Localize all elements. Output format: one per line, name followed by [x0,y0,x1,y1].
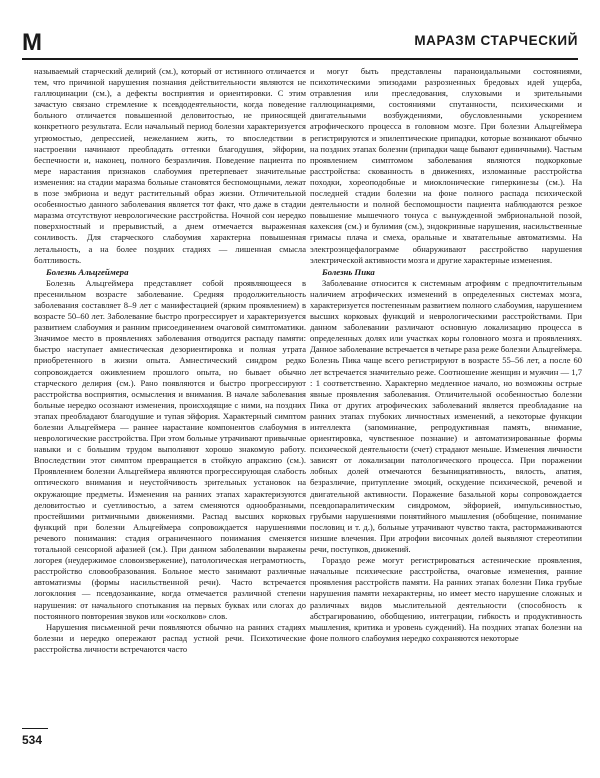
left-column [34,66,306,655]
page-number-rule [22,728,48,729]
paragraph: Болезнь Альцгеймера представляет собой проявляющееся в пресенильном возрасте заболевание. Средняя продолжительность заболевания составляет 8–9 лет с манифестацией (ярким проявлением) в возрасте 50–60 лет. Заболевание быстро прогрессирует и характеризуется развитием слабоумия и ранним присоединением очаговой симптоматики. Значимое место в проявлениях заболевания отводится распаду памяти: быстро наступает амнестическая дезориентировка и полная утрата приобретенного в жизни опыта. Амнестический синдром редко сопровождается оживлением прошлого опыта, но бывает обычно старческого делирия (см.). Рано появляются и быстро прогрессируют расстройства восприятия, осмысления и внимания. В начале заболевания больные нередко осознают изменения, происходящие с ними, на поздних этапах преобладают благодушие и тупая эйфория. Характерный симптом болезни Альцгеймера — раннее нарастание компонентов слабоумия в неврологические расстройства. При этом больные утрачивают привычные навыки и с большим трудом выполняют хорошо знакомую работу. Впоследствии этот симптом превращается в стойкую апраксию (см.). Проявлением болезни Альцгеймера являются прогрессирующая слабость оптического внимания и неустойчивость зрительных установок на окружающие предметы. Изменения на ранних этапах характеризуются деловитостью и суетливостью, а затем сменяются однообразными, простейшими ритмичными движениями. Распад высших корковых функций при болезни Альцгеймера сопровождается нарушениями речевого понимания: стадия ограниченного понимания сменяется тотальной сенсорной афазией (см.). При данном заболевании выражены логорея (неудержимое словоизвержение), патологическая неграмотность, расстройство словообразования. Больное место занимают различные автоматизмы (формы насильственной речи). Часто встречается логоклония — псевдозаикание, когда отмечается различной степени нарушения: от начального спотыкания на первых буквах или слогах до постоянного повторения звуков или «осколков» слов. [34,277,306,621]
section-heading-alzheimer: Болезнь Альцгеймера [46,266,129,277]
paragraph: и могут быть представлены параноидальными состояниями, психотическими эпизодами разрозненных бредовых идей ущерба, отравления или преследования, слуховыми и зрительными галлюцинациями, состояниями спутанности, психическими и двигательными возбуждениями, обусловленными ускорением атрофического процесса в головном мозге. При болезни Альцгеймера регистрируются и эпилептические припадки, которые возникают обычно на поздних этапах болезни (припадки чаще бывают единичными). Частым проявлением симптомом заболевания являются подкорковые расстройства: скованность в движениях, изломанные расстройства походки, хореоподобные и миоклонические гиперкинезы (см.). На последней стадии болезни на фоне полного распада психической деятельности и полной беспомощности пациента наблюдаются резкое повышение мышечного тонуса с вынужденной эмбриональной позой, кахексия (см.) и булимия (см.), эндокринные нарушения, насильственные гримасы плача и смеха, оральные и хватательные автоматизмы. На электроэнцефалограмме обнаруживают расстройство нарушения электрической активности мозга и другие характерные изменения. [310,66,582,265]
section-letter: М [22,29,42,56]
paragraph: называемый старческий делирий (см.), который от истинного отличается тем, что причиной нарушения познания действительности являются не галлюцинации (см.), а дефекты восприятия и ориентировки. С этим зачастую связано стремление к псевдодеятельности, когда поведение больного отличается повышенной деловитостью, не приносящей конкретного результата. Если начальный период болезни характеризуется угрюмостью, депрессией, нежеланием жить, то впоследствии в настроении начинают преобладать оттенки благодушия, эйфории, беспечности и, наконец, полного безразличия. Поведение пациента по мере нарастания признаков слабоумия претерпевает значительные изменения: на стадии маразма больные становятся беспомощными, лежат в позе эмбриона и ведут растительный образ жизни. Отличительной особенностью данного заболевания является тот факт, что даже в стадии маразма отсутствуют неврологические расстройства. Ночной сон нередко поверхностный и прерывистый, а днем отмечается выраженная сонливость. Для старческого слабоумия характерна повышенная летальность, а на более поздних стадиях — лишенная смысла болтливость. [34,66,306,265]
paragraph: Гораздо реже могут регистрироваться астенические проявления, начальные психические расстройства, очаговые изменения, ранние проявления расстройств памяти. На ранних этапах болезни Пика грубые нарушения памяти нехарактерны, но имеет место нарушение сложных и различных видов мыслительной деятельности (способность к абстрагированию, обобщению, интеграции, гибкость и продуктивность мышления, критика и уровень суждений). На поздних этапах болезни на фоне полного слабоумия нередко сохраняются некоторые [310,555,582,643]
right-column [310,66,582,644]
section-heading-pick: Болезнь Пика [322,266,375,277]
paragraph: Нарушения письменной речи появляются обычно на ранних стадиях болезни и нередко опережают распад устной речи. Психотические расстройства личности встречаются часто [34,621,306,654]
paragraph: Заболевание относится к системным атрофиям с предпочтительным наличием атрофических изменений в определенных системах мозга, характеризуется постепенным развитием полного слабоумия, нарушением высших корковых функций и неврологическими расстройствами. При данном заболевании различают основную локализацию процесса в определенных долях или участках коры головного мозга и проявлениях. Данное заболевание встречается в четыре раза реже болезни Альцгеймера. Болезнь Пика чаще всего регистрируют в возрасте 55–56 лет, а после 60 лет встречается значительно реже. Соотношение женщин и мужчин — 1,7 : 1 соответственно. Характерно медленное начало, но возможны острые явные проявления заболевания. Отличительной особенностью болезни Пика от других атрофических заболеваний является преобладание на ранних этапах глубоких личностных изменений, а некоторые функции интеллекта (запоминание, репродуктивная память, внимание, ориентировка, чувственное познание) и автоматизированные формы психической деятельности (счет) страдают меньше. Изменения личности зависят от локализации патологического процесса. При поражении лобных долей отмечаются безынициативность, вялость, апатия, безразличие, притупление эмоций, оскудение психической, речевой и двигательной активности. Поражение базальной коры сопровождается псевдопаралитическим синдромом, эйфорией, импульсивностью, грубыми нарушениями понятийного мышления (обобщение, понимание пословиц и т. д.), больные утрачивают чувство такта, растормаживаются низшие влечения. При атрофии височных долей выявляют стереотипии речи, поступков, движений. [310,277,582,555]
header-rule [22,58,578,60]
page-number: 534 [22,733,43,747]
running-header-title: МАРАЗМ СТАРЧЕСКИЙ [414,33,578,48]
